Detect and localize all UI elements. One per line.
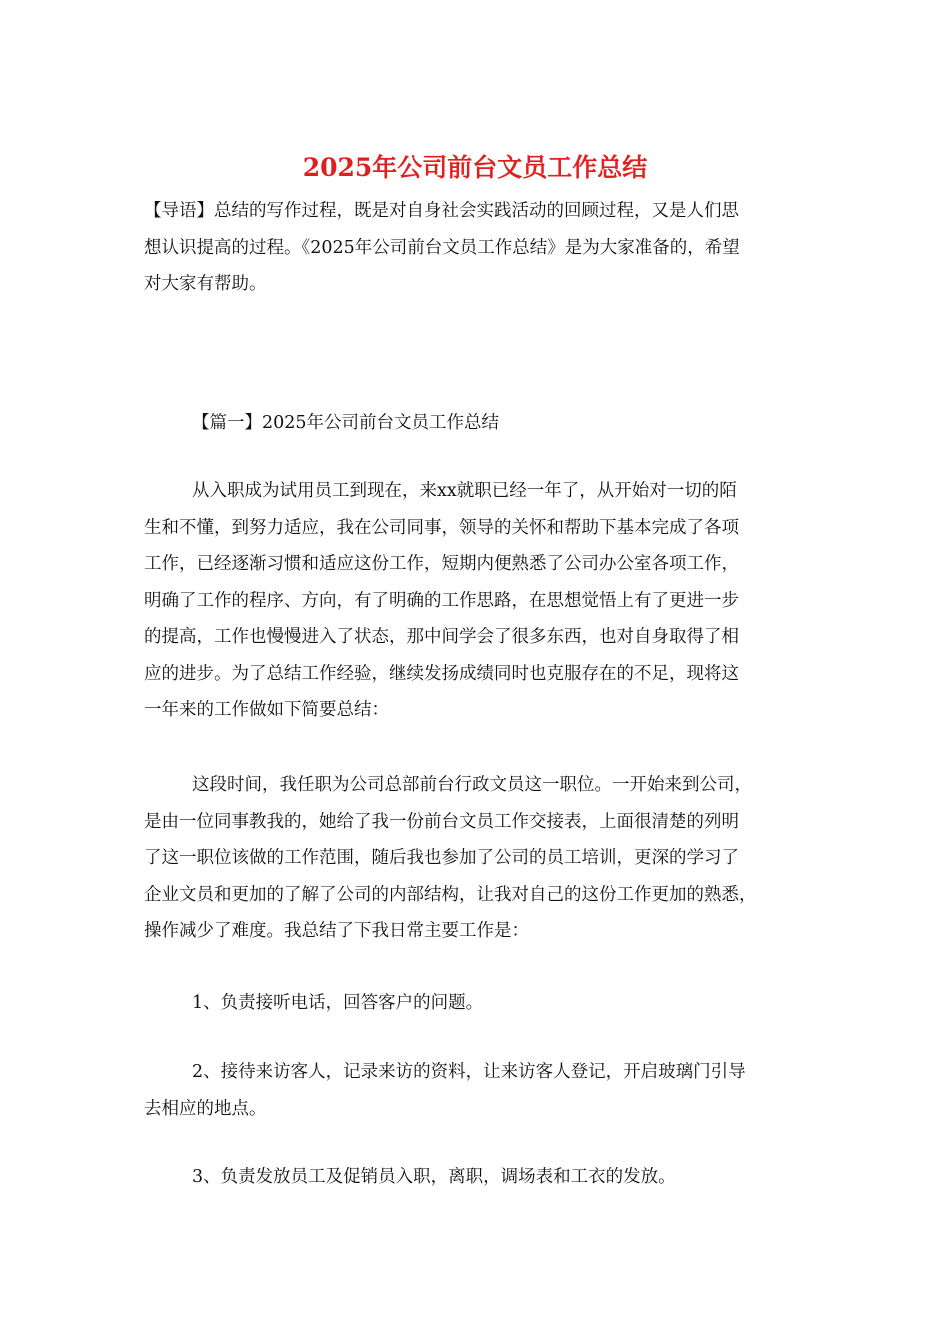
paragraph-line: 这段时间，我任职为公司总部前台行政文员这一职位。一开始来到公司， bbox=[192, 775, 752, 795]
paragraph-line: 明确了工作的程序、方向，有了明确的工作思路，在思想觉悟上有了更进一步 bbox=[144, 590, 739, 611]
list-item-line: 3、负责发放员工及促销员入职，离职，调场表和工衣的发放。 bbox=[192, 1167, 676, 1187]
list-item-line: 2、接待来访客人，记录来访的资料，让来访客人登记，开启玻璃门引导 bbox=[192, 1062, 746, 1082]
paragraph-line: 企业文员和更加的了解了公司的内部结构，让我对自己的这份工作更加的熟悉， bbox=[144, 884, 757, 905]
paragraph-line: 生和不懂，到努力适应，我在公司同事，领导的关怀和帮助下基本完成了各项 bbox=[144, 517, 739, 538]
list-item-3 bbox=[144, 1159, 808, 1196]
intro-line: 想认识提高的过程。《2025年公司前台文员工作总结》是为大家准备的，希望 bbox=[144, 237, 740, 258]
list-item-line: 1、负责接听电话，回答客户的问题。 bbox=[192, 993, 484, 1013]
section-heading bbox=[144, 405, 808, 442]
paragraph-line: 操作减少了难度。我总结了下我日常主要工作是： bbox=[144, 921, 529, 941]
list-item-1 bbox=[144, 985, 808, 1022]
intro-line: 【导语】总结的写作过程，既是对自身社会实践活动的回顾过程，又是人们思 bbox=[144, 201, 739, 221]
paragraph-1 bbox=[144, 473, 808, 729]
paragraph-line: 从入职成为试用员工到现在，来xx就职已经一年了，从开始对一切的陌 bbox=[192, 481, 737, 501]
section-heading-text: 【篇一】2025年公司前台文员工作总结 bbox=[192, 413, 500, 433]
paragraph-line: 工作，已经逐渐习惯和适应这份工作，短期内便熟悉了公司办公室各项工作， bbox=[144, 554, 739, 574]
intro-line: 对大家有帮助。 bbox=[144, 274, 267, 294]
paragraph-2 bbox=[144, 767, 808, 950]
list-item-line: 去相应的地点。 bbox=[144, 1098, 267, 1119]
paragraph-line: 一年来的工作做如下简要总结： bbox=[144, 700, 389, 720]
paragraph-line: 是由一位同事教我的，她给了我一份前台文员工作交接表，上面很清楚的列明 bbox=[144, 811, 739, 832]
paragraph-line: 应的进步。为了总结工作经验，继续发扬成绩同时也克服存在的不足，现将这 bbox=[144, 663, 739, 684]
paragraph-line: 了这一职位该做的工作范围，随后我也参加了公司的员工培训，更深的学习了 bbox=[144, 848, 739, 868]
intro-paragraph bbox=[144, 193, 808, 303]
list-item-2 bbox=[144, 1054, 808, 1127]
document-title: 2025年公司前台文员工作总结 bbox=[302, 153, 648, 182]
paragraph-line: 的提高，工作也慢慢进入了状态，那中间学会了很多东西，也对自身取得了相 bbox=[144, 627, 739, 647]
